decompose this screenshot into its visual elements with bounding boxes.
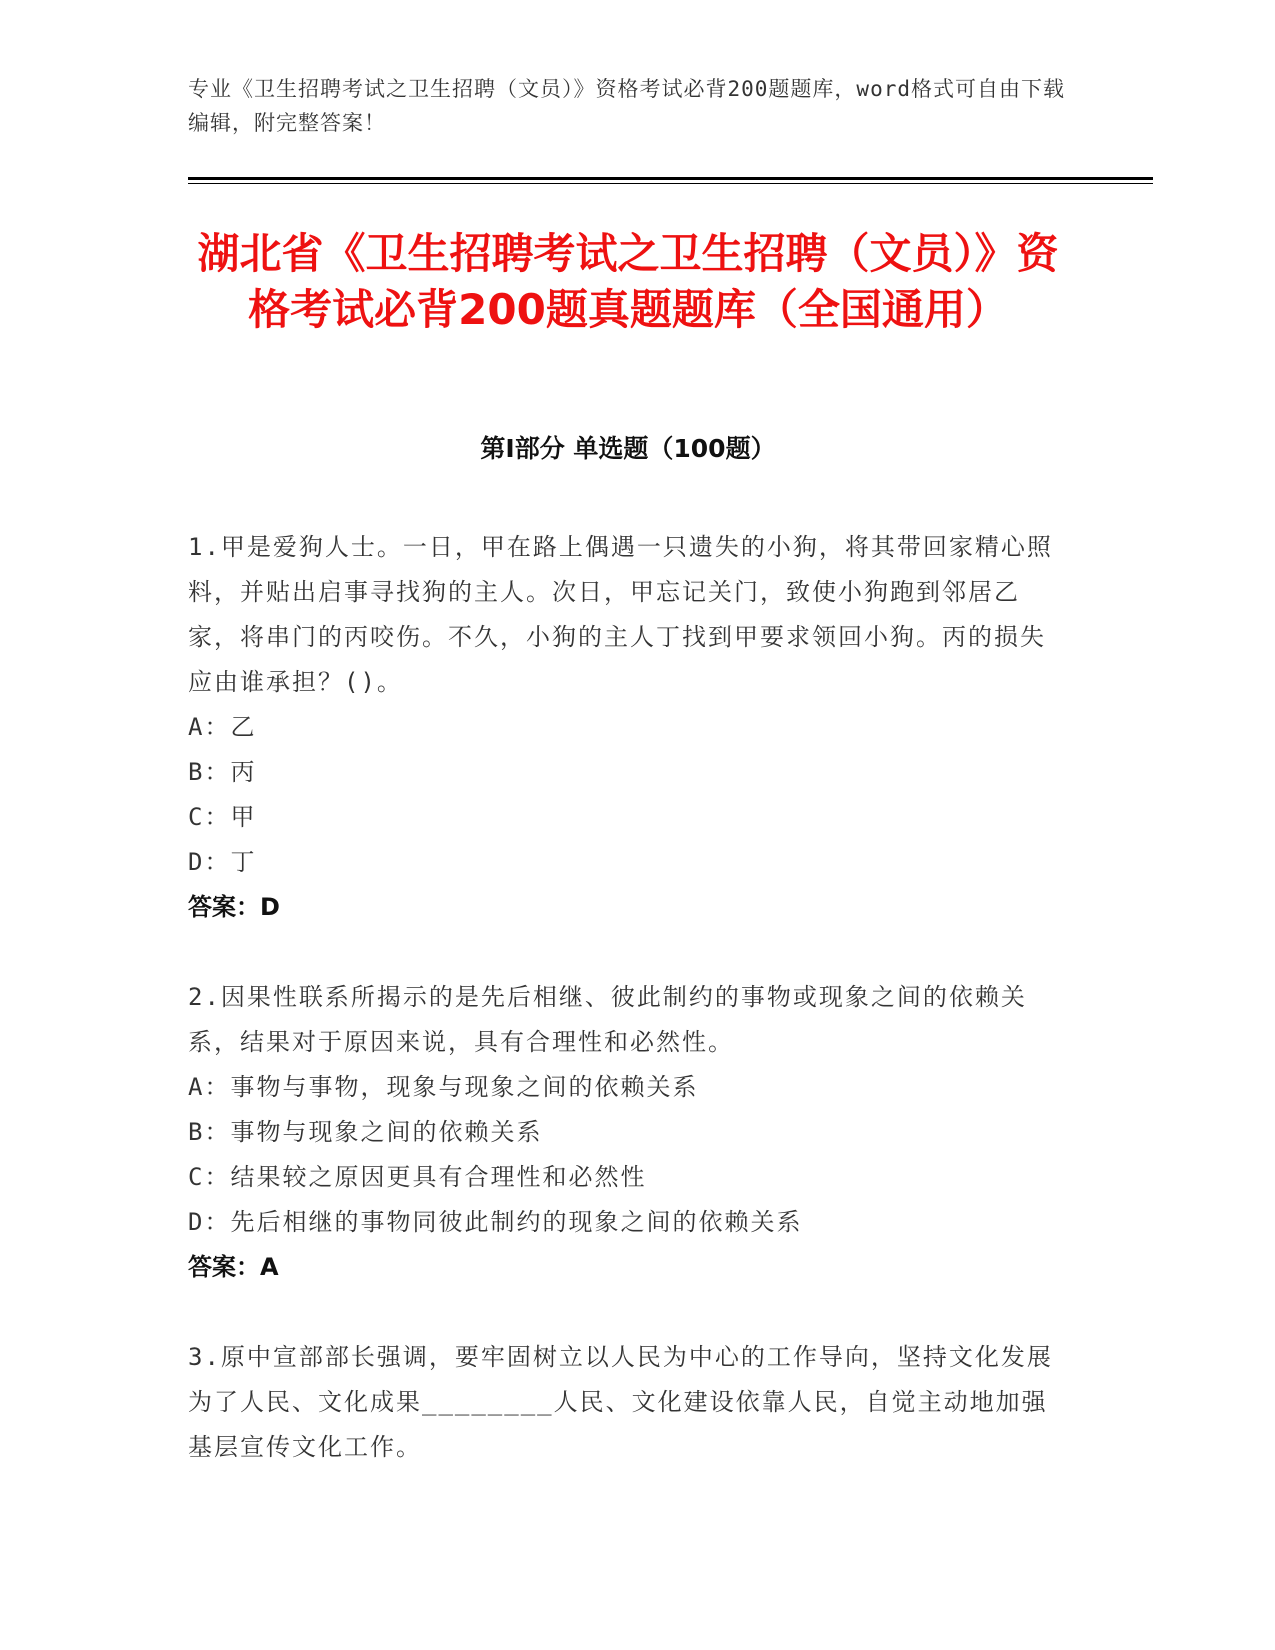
option-a: A：事物与事物，现象与现象之间的依赖关系 bbox=[188, 1073, 699, 1101]
answer: 答案：A bbox=[188, 1253, 279, 1281]
header-note: 专业《卫生招聘考试之卫生招聘（文员）》资格考试必背200题题库，word格式可自由下载编辑，附完整答案！ bbox=[188, 77, 1065, 135]
question-1 bbox=[188, 525, 1068, 930]
header-divider-thick bbox=[188, 177, 1153, 180]
question-list bbox=[188, 525, 1068, 1515]
header-divider-thin bbox=[188, 183, 1153, 184]
option-b: B：丙 bbox=[188, 758, 257, 786]
section-title: 第Ⅰ部分 单选题（100题） bbox=[480, 434, 776, 463]
option-c: C：结果较之原因更具有合理性和必然性 bbox=[188, 1163, 647, 1191]
question-2 bbox=[188, 975, 1068, 1290]
option-a: A：乙 bbox=[188, 713, 257, 741]
option-d: D：先后相继的事物同彼此制约的现象之间的依赖关系 bbox=[188, 1208, 803, 1236]
answer: 答案：D bbox=[188, 893, 280, 921]
question-stem: 3.原中宣部部长强调，要牢固树立以人民为中心的工作导向，坚持文化发展为了人民、文化成果________人民、文化建设依靠人民，自觉主动地加强基层宣传文化工作。 bbox=[188, 1343, 1053, 1461]
document-title: 湖北省《卫生招聘考试之卫生招聘（文员）》资格考试必背200题真题题库（全国通用） bbox=[197, 229, 1059, 334]
option-b: B：事物与现象之间的依赖关系 bbox=[188, 1118, 543, 1146]
option-d: D：丁 bbox=[188, 848, 257, 876]
question-3 bbox=[188, 1335, 1068, 1470]
option-c: C：甲 bbox=[188, 803, 257, 831]
question-stem: 2.因果性联系所揭示的是先后相继、彼此制约的事物或现象之间的依赖关系，结果对于原因来说，具有合理性和必然性。 bbox=[188, 983, 1027, 1056]
question-stem: 1.甲是爱狗人士。一日，甲在路上偶遇一只遗失的小狗，将其带回家精心照料，并贴出启事寻找狗的主人。次日，甲忘记关门，致使小狗跑到邻居乙家，将串门的丙咬伤。不久，小狗的主人丁找到甲要求领回小狗。丙的损失应由谁承担？()。 bbox=[188, 533, 1053, 696]
